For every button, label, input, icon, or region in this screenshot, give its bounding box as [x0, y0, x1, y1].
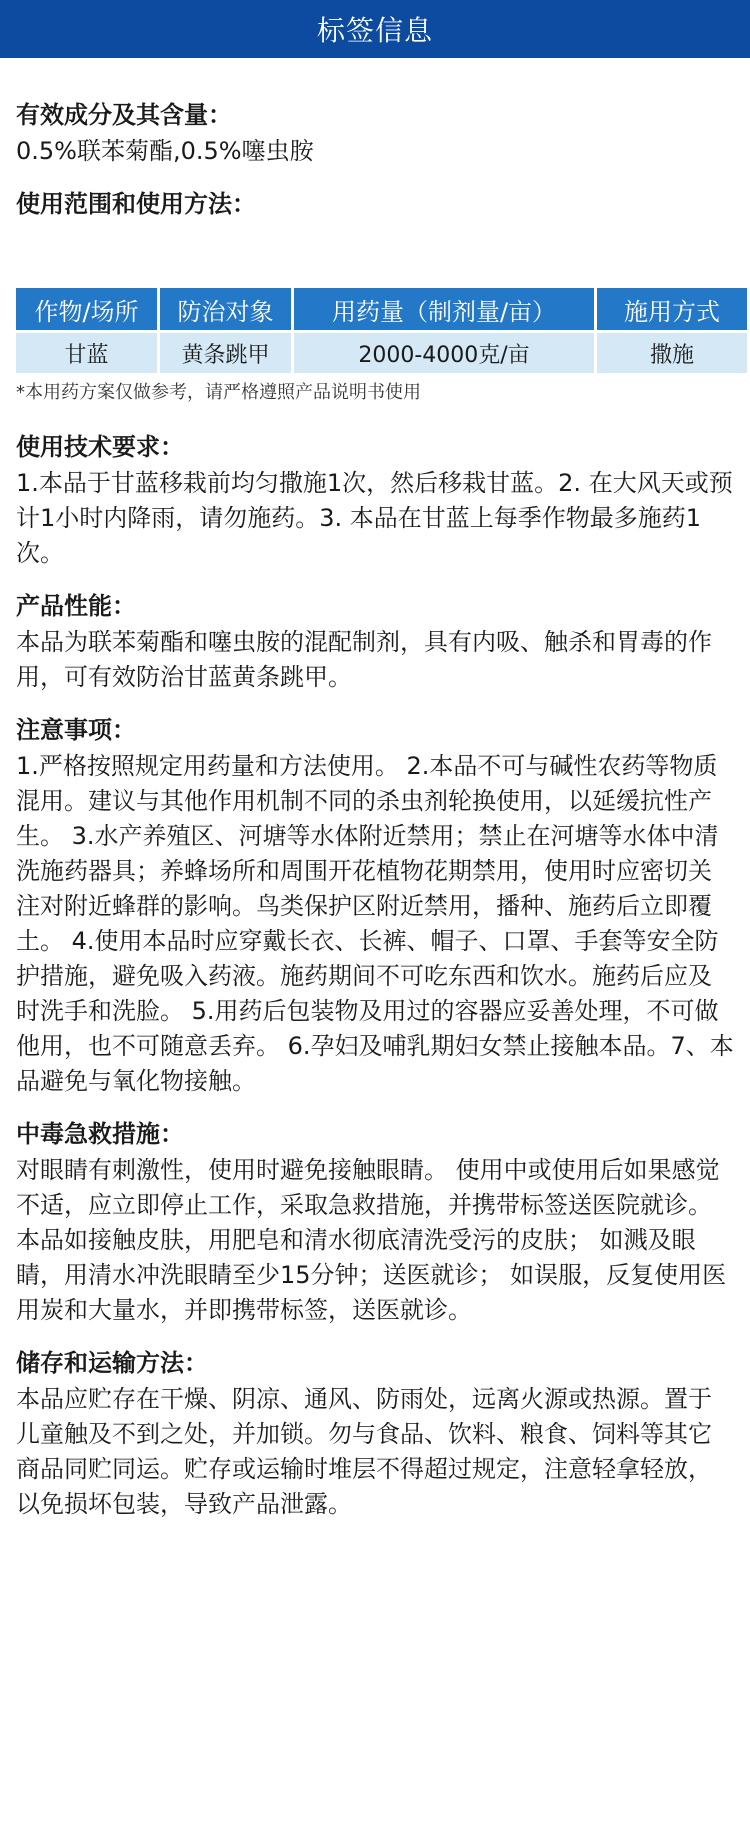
- precautions-title: 注意事项：: [16, 716, 136, 744]
- storage-body: 本品应贮存在干燥、阴凉、通风、防雨处，远离火源或热源。置于儿童触及不到之处，并加锁。勿与食品、饮料、粮食、饲料等其它商品同贮同运。贮存或运输时堆层不得超过规定，注意轻拿轻放，以免损坏包装，导致产品泄露。: [16, 1385, 712, 1518]
- usage-section: [16, 189, 734, 406]
- header-dosage: 用药量（制剂量/亩）: [294, 288, 594, 330]
- cell-method: 撒施: [597, 333, 747, 373]
- tech-requirements-title: 使用技术要求：: [16, 433, 184, 461]
- tech-requirements-section: [16, 432, 734, 571]
- first-aid-section: [16, 1119, 734, 1328]
- storage-section: [16, 1348, 734, 1522]
- storage-title: 储存和运输方法：: [16, 1349, 208, 1377]
- performance-section: [16, 591, 734, 695]
- page-header: [0, 0, 750, 58]
- ingredients-section: [16, 100, 734, 169]
- usage-table-wrap: [16, 285, 734, 376]
- ingredients-body: 0.5%联苯菊酯,0.5%噻虫胺: [16, 137, 314, 165]
- table-row: [16, 333, 747, 373]
- ingredients-title: 有效成分及其含量：: [16, 101, 232, 129]
- usage-note: *本用药方案仅做参考，请严格遵照产品说明书使用: [16, 382, 421, 403]
- performance-title: 产品性能：: [16, 592, 136, 620]
- cell-crop: 甘蓝: [16, 333, 157, 373]
- first-aid-body: 对眼睛有刺激性，使用时避免接触眼睛。 使用中或使用后如果感觉不适，应立即停止工作，采取急救措施，并携带标签送医院就诊。 本品如接触皮肤，用肥皂和清水彻底清洗受污的皮肤； 如溅及眼睛，用清水冲洗眼睛至少15分钟；送医就诊； 如误服，反复使用医用炭和大量水，并即携带标签，送医就诊。: [16, 1156, 727, 1324]
- cell-dosage: 2000-4000克/亩: [294, 333, 594, 373]
- usage-table: [13, 285, 750, 376]
- header-method: 施用方式: [597, 288, 747, 330]
- cell-target: 黄条跳甲: [160, 333, 291, 373]
- tech-requirements-body: 1.本品于甘蓝移栽前均匀撒施1次，然后移栽甘蓝。2. 在大风天或预计1小时内降雨，请勿施药。3. 本品在甘蓝上每季作物最多施药1次。: [16, 469, 733, 567]
- precautions-body: 1.严格按照规定用药量和方法使用。 2.本品不可与碱性农药等物质混用。建议与其他作用机制不同的杀虫剂轮换使用，以延缓抗性产生。 3.水产养殖区、河塘等水体附近禁用；禁止在河塘等水体中清洗施药器具；养蜂场所和周围开花植物花期禁用，使用时应密切关注对附近蜂群的影响。鸟类保护区附近禁用，播种、施药后立即覆土。 4.使用本品时应穿戴长衣、长裤、帽子、口罩、手套等安全防护措施，避免吸入药液。施药期间不可吃东西和饮水。施药后应及时洗手和洗脸。 5.用药后包装物及用过的容器应妥善处理，不可做他用，也不可随意丢弃。 6.孕妇及哺乳期妇女禁止接触本品。7、本品避免与氧化物接触。: [16, 752, 734, 1095]
- precautions-section: [16, 715, 734, 1099]
- usage-table-header-row: [16, 288, 747, 330]
- performance-body: 本品为联苯菊酯和噻虫胺的混配制剂，具有内吸、触杀和胃毒的作用，可有效防治甘蓝黄条跳甲。: [16, 628, 712, 691]
- label-content: [0, 58, 750, 1522]
- header-target: 防治对象: [160, 288, 291, 330]
- first-aid-title: 中毒急救措施：: [16, 1120, 184, 1148]
- header-crop: 作物/场所: [16, 288, 157, 330]
- usage-title: 使用范围和使用方法：: [16, 190, 256, 218]
- page-title: 标签信息: [316, 14, 433, 47]
